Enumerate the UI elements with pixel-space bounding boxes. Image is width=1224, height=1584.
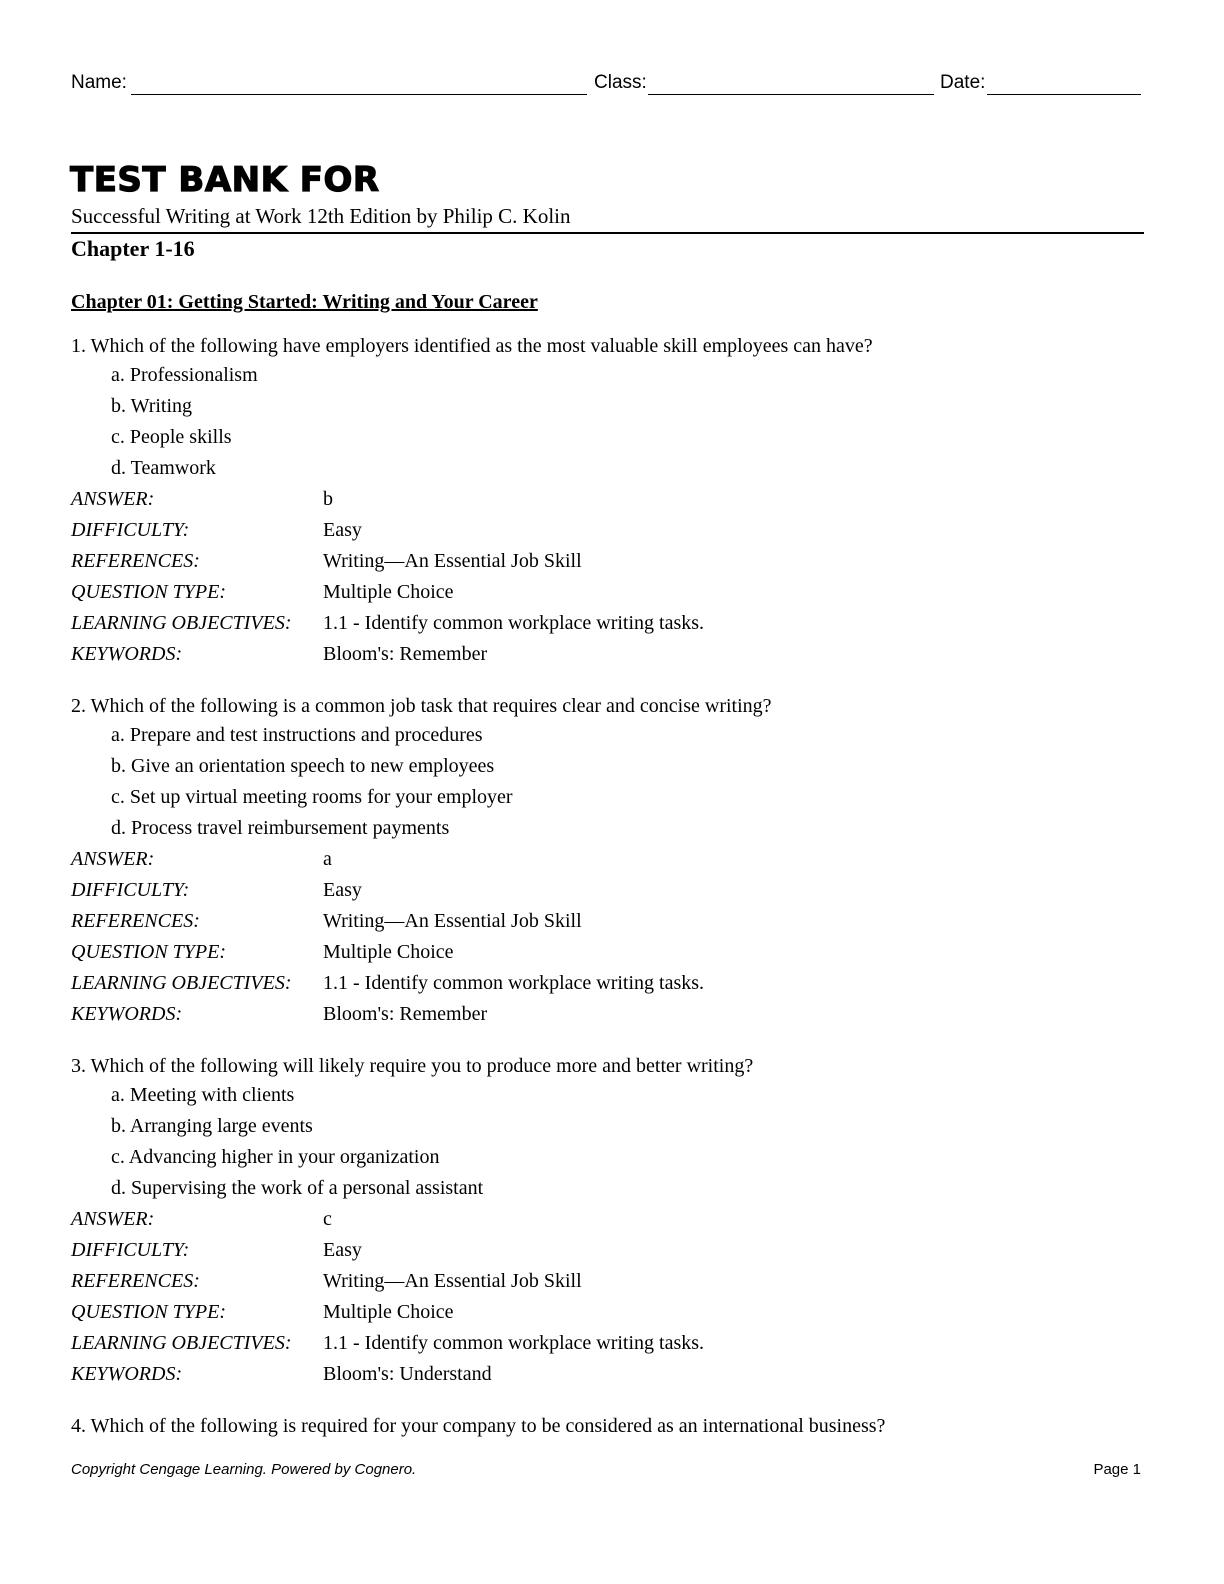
meta-value: Easy [323,519,362,541]
question-block [71,692,1151,1030]
meta-row-answer [71,844,1151,875]
footer-copyright: Copyright Cengage Learning. Powered by Cognero. [71,1461,417,1478]
answer-option: d. Process travel reimbursement payments [111,817,450,839]
class-label: Class: [594,72,647,93]
answer-option: a. Professionalism [111,364,258,386]
question-stem: 1. Which of the following have employers identified as the most valuable skill employees can have? [71,335,873,357]
meta-row-difficulty [71,1235,1151,1266]
answer-option: d. Supervising the work of a personal assistant [111,1177,484,1199]
meta-label: DIFFICULTY: [71,1239,190,1261]
class-field [594,70,647,96]
meta-value: Bloom's: Remember [323,1003,488,1025]
answer-option: a. Prepare and test instructions and procedures [111,724,483,746]
meta-row-question-type [71,577,1151,608]
meta-row-keywords [71,999,1151,1030]
date-label: Date: [940,72,986,93]
meta-value: Easy [323,1239,362,1261]
chapter-range: Chapter 1-16 [71,236,195,261]
answer-option: c. Set up virtual meeting rooms for your employer [111,786,513,808]
meta-value: Writing—An Essential Job Skill [323,910,582,932]
document-title: TEST BANK FOR [70,160,380,200]
date-blank-line [987,94,1141,95]
meta-row-question-type [71,937,1151,968]
meta-label: DIFFICULTY: [71,879,190,901]
meta-value: Writing—An Essential Job Skill [323,550,582,572]
chapter-heading: Chapter 01: Getting Started: Writing and Your Career [71,291,538,313]
answer-option: b. Arranging large events [111,1115,313,1137]
meta-row-keywords [71,639,1151,670]
meta-label: REFERENCES: [71,1270,200,1292]
question-block [71,1052,1151,1390]
meta-row-answer [71,484,1151,515]
meta-value: Bloom's: Understand [323,1363,492,1385]
meta-row-learning-objectives [71,968,1151,999]
meta-value: c [323,1208,332,1230]
name-blank-line [131,94,587,95]
meta-label: KEYWORDS: [71,643,183,665]
meta-label: LEARNING OBJECTIVES: [71,972,292,994]
answer-option: c. Advancing higher in your organization [111,1146,440,1168]
title-divider [71,232,1144,234]
meta-row-learning-objectives [71,1328,1151,1359]
meta-row-answer [71,1204,1151,1235]
meta-value: b [323,488,333,510]
answer-option: c. People skills [111,426,232,448]
meta-row-references [71,546,1151,577]
answer-option: a. Meeting with clients [111,1084,295,1106]
meta-label: REFERENCES: [71,910,200,932]
class-blank-line [648,94,934,95]
meta-label: LEARNING OBJECTIVES: [71,612,292,634]
answer-option: b. Give an orientation speech to new employees [111,755,495,777]
meta-label: ANSWER: [71,848,155,870]
meta-value: 1.1 - Identify common workplace writing tasks. [323,972,705,994]
meta-row-references [71,906,1151,937]
meta-value: a [323,848,332,870]
answer-option: d. Teamwork [111,457,216,479]
name-label: Name: [71,72,127,93]
meta-value: Multiple Choice [323,581,454,603]
meta-row-question-type [71,1297,1151,1328]
meta-row-keywords [71,1359,1151,1390]
answer-option: b. Writing [111,395,193,417]
meta-label: REFERENCES: [71,550,200,572]
question-stem: 2. Which of the following is a common job task that requires clear and concise writing? [71,695,772,717]
meta-label: QUESTION TYPE: [71,581,227,603]
date-field [940,70,985,96]
meta-value: Multiple Choice [323,941,454,963]
question-stem: 4. Which of the following is required for your company to be considered as an international business? [71,1415,886,1437]
question-block [71,332,1151,670]
meta-label: QUESTION TYPE: [71,1301,227,1323]
meta-row-difficulty [71,875,1151,906]
meta-value: 1.1 - Identify common workplace writing tasks. [323,612,705,634]
meta-value: 1.1 - Identify common workplace writing tasks. [323,1332,705,1354]
meta-row-references [71,1266,1151,1297]
meta-label: ANSWER: [71,488,155,510]
meta-label: ANSWER: [71,1208,155,1230]
question-list [71,332,1151,1440]
meta-value: Bloom's: Remember [323,643,488,665]
meta-label: KEYWORDS: [71,1003,183,1025]
meta-row-learning-objectives [71,608,1151,639]
meta-value: Multiple Choice [323,1301,454,1323]
meta-label: QUESTION TYPE: [71,941,227,963]
document-subtitle: Successful Writing at Work 12th Edition by Philip C. Kolin [71,204,571,228]
footer-page-number: Page 1 [1093,1461,1141,1478]
name-field [71,70,127,96]
question-stem: 3. Which of the following will likely require you to produce more and better writing? [71,1055,754,1077]
meta-label: DIFFICULTY: [71,519,190,541]
meta-row-difficulty [71,515,1151,546]
meta-label: KEYWORDS: [71,1363,183,1385]
meta-value: Writing—An Essential Job Skill [323,1270,582,1292]
meta-label: LEARNING OBJECTIVES: [71,1332,292,1354]
meta-value: Easy [323,879,362,901]
